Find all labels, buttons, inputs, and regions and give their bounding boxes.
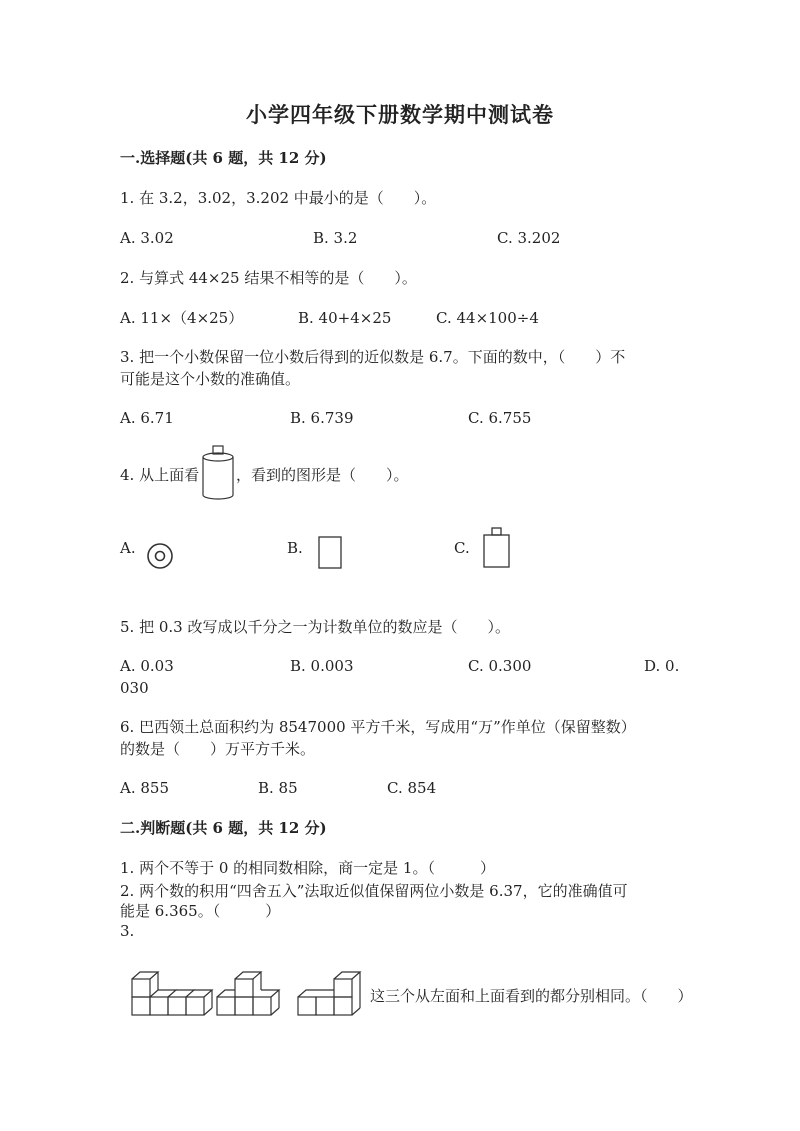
- section-heading-judgement: 二.判断题(共 6 题，共 12 分): [120, 819, 327, 837]
- q4-stem-after: ，看到的图形是（ ）。: [236, 466, 409, 484]
- q2-option-b: B. 40+4×25: [298, 309, 392, 327]
- j3-number: 3.: [120, 922, 135, 940]
- q6-option-c: C. 854: [387, 779, 437, 797]
- q2-option-a: A. 11×（4×25）: [120, 309, 244, 327]
- j2-stem-line2: 能是 6.365。（ ）: [120, 902, 281, 920]
- q3-option-c: C. 6.755: [468, 409, 532, 427]
- q5-option-d-line2: 030: [120, 679, 149, 697]
- concentric-circles-icon: [145, 541, 175, 571]
- q4-option-c: C.: [454, 539, 470, 557]
- rectangle-with-tab-icon: [480, 526, 514, 570]
- section-heading-choice: 一.选择题(共 6 题，共 12 分): [120, 149, 327, 167]
- cube-stacks-figure: [128, 965, 373, 1025]
- rectangle-icon: [316, 535, 346, 571]
- q3-stem-line1: 3. 把一个小数保留一位小数后得到的近似数是 6.7。下面的数中，（ ）不: [120, 348, 626, 366]
- q5-option-c: C. 0.300: [468, 657, 532, 675]
- j3-stem: 这三个从左面和上面看到的都分别相同。（ ）: [370, 987, 693, 1005]
- q5-option-b: B. 0.003: [290, 657, 354, 675]
- q4-option-a: A.: [120, 539, 136, 557]
- q4-stem-before: 4. 从上面看: [120, 466, 200, 484]
- q5-stem: 5. 把 0.3 改写成以千分之一为计数单位的数应是（ ）。: [120, 618, 510, 636]
- q1-stem: 1. 在 3.2，3.02，3.202 中最小的是（ ）。: [120, 189, 437, 207]
- j2-stem-line1: 2. 两个数的积用“四舍五入”法取近似值保留两位小数是 6.37，它的准确值可: [120, 882, 628, 900]
- cylinder-figure: [200, 445, 236, 503]
- q3-option-a: A. 6.71: [120, 409, 174, 427]
- q6-stem-line1: 6. 巴西领土总面积约为 8547000 平方千米，写成用“万”作单位（保留整数）: [120, 718, 636, 736]
- page-title: 小学四年级下册数学期中测试卷: [246, 102, 554, 127]
- q5-option-d-line1: D. 0.: [644, 657, 680, 675]
- q5-option-a: A. 0.03: [120, 657, 174, 675]
- q3-stem-line2: 可能是这个小数的准确值。: [120, 370, 301, 388]
- q3-option-b: B. 6.739: [290, 409, 354, 427]
- q2-option-c: C. 44×100÷4: [436, 309, 539, 327]
- q1-option-a: A. 3.02: [120, 229, 174, 247]
- q6-stem-line2: 的数是（ ）万平方千米。: [120, 740, 316, 758]
- j1-stem: 1. 两个不等于 0 的相同数相除，商一定是 1。（ ）: [120, 859, 495, 877]
- q1-option-b: B. 3.2: [313, 229, 358, 247]
- q2-stem: 2. 与算式 44×25 结果不相等的是（ ）。: [120, 269, 417, 287]
- q6-option-a: A. 855: [120, 779, 169, 797]
- q6-option-b: B. 85: [258, 779, 298, 797]
- q1-option-c: C. 3.202: [497, 229, 561, 247]
- q4-option-b: B.: [287, 539, 303, 557]
